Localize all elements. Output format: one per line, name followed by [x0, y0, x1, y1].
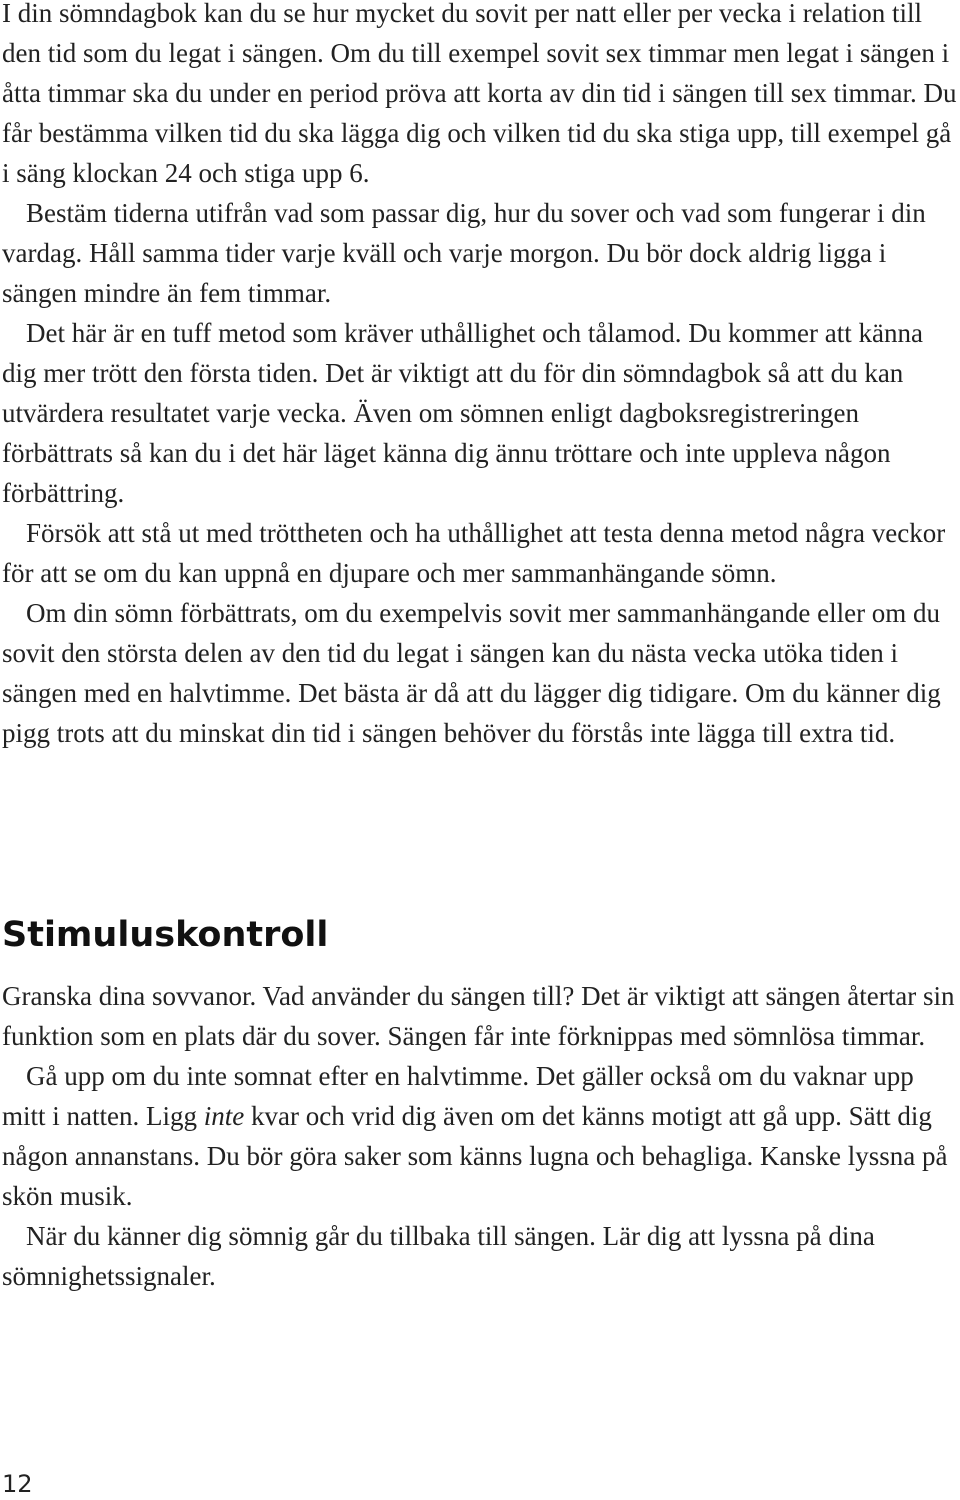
page-number: 12: [2, 1470, 33, 1498]
paragraph: När du känner dig sömnig går du tillbaka till sängen. Lär dig att lyssna på dina sömnighetssignaler.: [2, 1221, 875, 1291]
intro-section: [2, 0, 958, 753]
paragraph-text: Gå upp om du inte somnat efter en halvtimme. Det gäller också om du vaknar upp mitt i natten. Ligg: [2, 1061, 914, 1131]
paragraph: Bestäm tiderna utifrån vad som passar dig, hur du sover och vad som fungerar i din vardag. Håll samma tider varje kväll och varje morgon. Du bör dock aldrig ligga i sängen mindre än fem timmar.: [2, 198, 926, 308]
paragraph: I din sömndagbok kan du se hur mycket du sovit per natt eller per vecka i relation till den tid som du legat i sängen. Om du till exempel sovit sex timmar men legat i sängen i åtta timmar ska du under en period pröva att korta av din tid i sängen till sex timmar. Du får bestämma vilken tid du ska lägga dig och vilken tid du ska stiga upp, till exempel gå i säng klockan 24 och stiga upp 6.: [2, 0, 957, 188]
paragraph: Det här är en tuff metod som kräver uthållighet och tålamod. Du kommer att känna dig mer trött den första tiden. Det är viktigt att du för din sömndagbok så att du kan utvärdera resultatet varje vecka. Även om sömnen enligt dagboksregistreringen förbättrats så kan du i det här läget känna dig ännu tröttare och inte uppleva någon förbättring.: [2, 318, 923, 508]
paragraph: Försök att stå ut med tröttheten och ha uthållighet att testa denna metod några veckor för att se om du kan uppnå en djupare och mer sammanhängande sömn.: [2, 518, 946, 588]
paragraph: Om din sömn förbättrats, om du exempelvis sovit mer sammanhängande eller om du sovit den största delen av den tid du legat i sängen kan du nästa vecka utöka tiden i sängen med en halvtimme. Det bästa är då att du lägger dig tidigare. Om du känner dig pigg trots att du minskat din tid i sängen behöver du förstås inte lägga till extra tid.: [2, 598, 941, 748]
paragraph: [2, 1056, 958, 1216]
stimulus-section: [2, 976, 958, 1296]
paragraph: Granska dina sovvanor. Vad använder du sängen till? Det är viktigt att sängen återtar sin funktion som en plats där du sover. Sängen får inte förknippas med sömnlösa timmar.: [2, 981, 955, 1051]
emphasized-word: inte: [203, 1101, 245, 1131]
section-heading: Stimuluskontroll: [2, 915, 329, 955]
paragraph-text: kvar och vrid dig även om det känns motigt att gå upp. Sätt dig någon annanstans. Du bör göra saker som känns lugna och behagliga. Kanske lyssna på skön musik.: [2, 1101, 948, 1211]
